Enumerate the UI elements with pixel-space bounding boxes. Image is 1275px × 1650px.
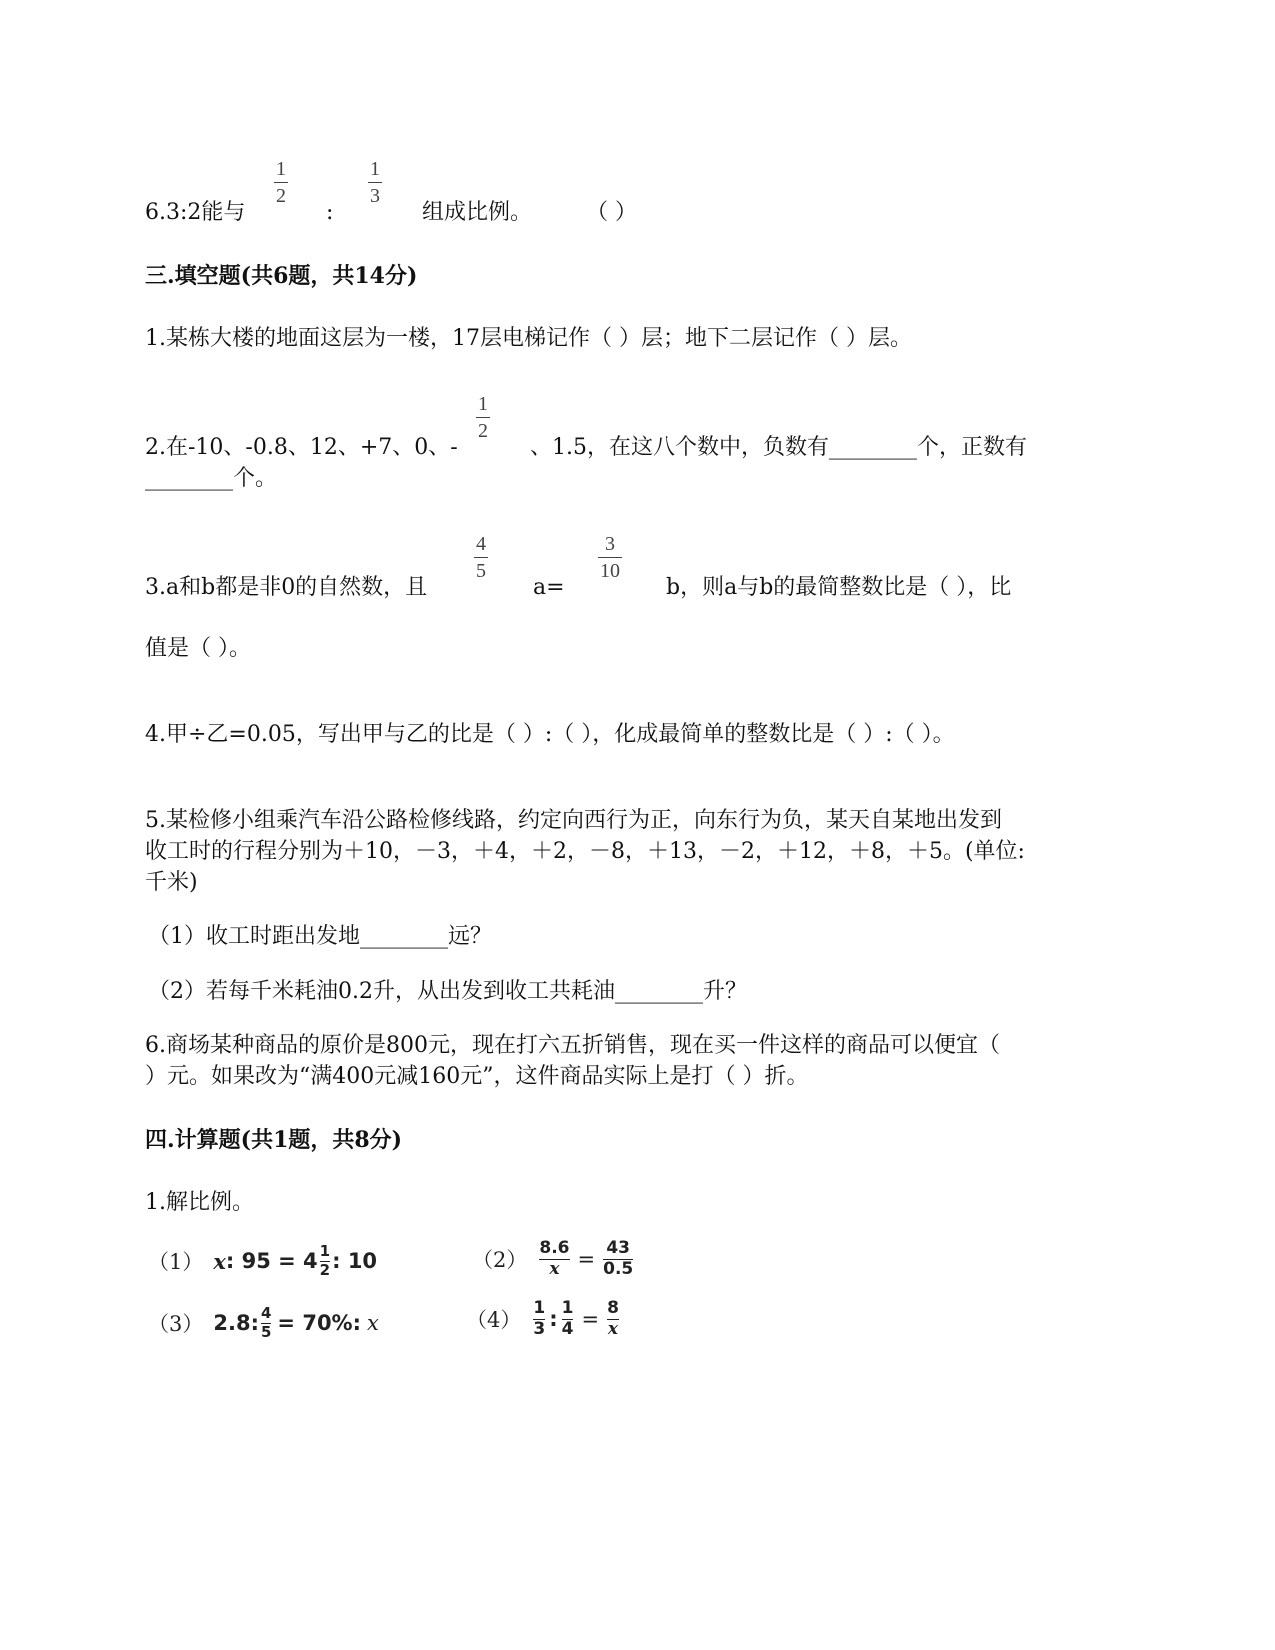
ratio-colon: : bbox=[549, 1307, 558, 1332]
fill-q2-prefix: 2.在-10、-0.8、12、+7、0、- bbox=[145, 435, 458, 460]
problem-label: （2） bbox=[472, 1248, 528, 1273]
equals-sign: = bbox=[577, 1247, 596, 1272]
section-title-calculation: 四.计算题(共1题，共8分) bbox=[145, 1127, 403, 1153]
fraction-denominator: 4 bbox=[561, 1318, 574, 1339]
fill-q3-prefix: 3.a和b都是非0的自然数，且 bbox=[145, 575, 428, 600]
fraction-denominator: 2 bbox=[319, 1260, 331, 1279]
fraction-numerator: 4 bbox=[476, 533, 486, 555]
fraction-numerator: 1 bbox=[276, 158, 286, 180]
fraction-numerator: 1 bbox=[533, 1298, 546, 1318]
variable-x: x bbox=[213, 1248, 226, 1274]
fraction-three-tenths bbox=[598, 533, 622, 582]
proportion-1 bbox=[148, 1244, 377, 1279]
fill-q5-line3: 千米) bbox=[145, 870, 198, 895]
fill-q6-line1: 6.商场某种商品的原价是800元，现在打六五折销售，现在买一件这样的商品可以便宜（ bbox=[145, 1033, 1000, 1058]
proportion-3 bbox=[148, 1306, 379, 1341]
fraction-four-fifths bbox=[261, 1306, 271, 1341]
fraction-denominator: 10 bbox=[600, 560, 620, 582]
fill-q3-line2: 值是（ ）。 bbox=[145, 636, 251, 661]
fraction-numerator: 1 bbox=[478, 393, 488, 415]
fraction-four-fifths bbox=[474, 533, 488, 582]
fraction-denominator: 3 bbox=[370, 185, 380, 207]
problem-label: （4） bbox=[466, 1308, 522, 1333]
fraction-denominator: 5 bbox=[260, 1322, 272, 1341]
equals-sign: = bbox=[581, 1307, 600, 1332]
problem-label: （3） bbox=[148, 1312, 204, 1337]
q6-prefix: 6.3:2能与 bbox=[145, 200, 246, 225]
expression-part: : 95 = 4 bbox=[225, 1249, 318, 1274]
fraction-denominator: 2 bbox=[276, 185, 286, 207]
fill-q6-line2: ）元。如果改为“满400元减160元”，这件商品实际上是打（ ）折。 bbox=[145, 1064, 809, 1089]
fill-q5-line2: 收工时的行程分别为＋10，－3，＋4，＋2，－8，＋13，－2，＋12，＋8，＋5。(单位: bbox=[145, 839, 1025, 864]
fraction-numerator: 43 bbox=[606, 1238, 630, 1258]
fill-q2-line2: ________个。 bbox=[145, 466, 278, 491]
fraction-numerator: 8.6 bbox=[539, 1238, 570, 1258]
fraction-numerator: 8 bbox=[607, 1298, 619, 1318]
q6-answer-paren: （ ） bbox=[586, 200, 637, 225]
proportion-2 bbox=[472, 1240, 635, 1279]
fraction-one-half bbox=[476, 393, 490, 442]
fraction-numerator: 1 bbox=[370, 158, 380, 180]
fill-q5-sub1: （1）收工时距出发地________远？ bbox=[148, 924, 492, 949]
fill-q5-sub2: （2）若每千米耗油0.2升，从出发到收工共耗油________升？ bbox=[148, 979, 747, 1004]
fill-q2-mid: 、1.5，在这八个数中，负数有________个，正数有 bbox=[530, 435, 1027, 460]
fraction-one-quarter bbox=[562, 1300, 574, 1339]
fraction-numerator: 1 bbox=[561, 1298, 574, 1318]
proportion-4 bbox=[466, 1300, 621, 1339]
fraction-numerator: 4 bbox=[260, 1304, 272, 1322]
calc-q1: 1.解比例。 bbox=[145, 1190, 254, 1215]
fraction-eight-over-x bbox=[607, 1300, 619, 1339]
fraction-denominator: 2 bbox=[478, 420, 488, 442]
fill-q1: 1.某栋大楼的地面这层为一楼，17层电梯记作（ ）层；地下二层记作（ ）层。 bbox=[145, 326, 912, 351]
problem-label: （1） bbox=[148, 1250, 204, 1275]
fraction-denominator: x bbox=[607, 1318, 619, 1339]
fraction-left bbox=[539, 1240, 569, 1279]
q6-suffix: 组成比例。 bbox=[422, 200, 533, 225]
fraction-numerator: 1 bbox=[319, 1242, 331, 1260]
fill-q5-line1: 5.某检修小组乘汽车沿公路检修线路，约定向西行为正，向东行为负，某天自某地出发到 bbox=[145, 808, 1002, 833]
section-title-fill-in: 三.填空题(共6题，共14分) bbox=[145, 263, 418, 289]
expression-part: = 70%: bbox=[277, 1311, 361, 1336]
fraction-denominator: 0.5 bbox=[603, 1258, 634, 1279]
fraction-numerator: 3 bbox=[605, 533, 615, 555]
fill-q4: 4.甲÷乙=0.05，写出甲与乙的比是（ ）:（ ），化成最简单的整数比是（ ）:（ ）。 bbox=[145, 722, 955, 747]
variable-x: x bbox=[367, 1311, 379, 1336]
fraction-denominator: x bbox=[549, 1258, 560, 1279]
fraction-denominator: 3 bbox=[533, 1318, 546, 1339]
q6-colon: : bbox=[326, 200, 334, 225]
expression-part: : 10 bbox=[332, 1249, 378, 1274]
fraction-denominator: 5 bbox=[476, 560, 486, 582]
fraction-one-third bbox=[368, 158, 382, 207]
mixed-fraction bbox=[320, 1244, 330, 1279]
fill-q3-suffix: b，则a与b的最简整数比是（ ），比 bbox=[666, 575, 1012, 600]
expression-part: 2.8: bbox=[213, 1311, 259, 1336]
fraction-one-third bbox=[533, 1300, 545, 1339]
fill-q3-mid: a= bbox=[533, 575, 565, 600]
fraction-right bbox=[603, 1240, 633, 1279]
fraction-one-half bbox=[274, 158, 288, 207]
